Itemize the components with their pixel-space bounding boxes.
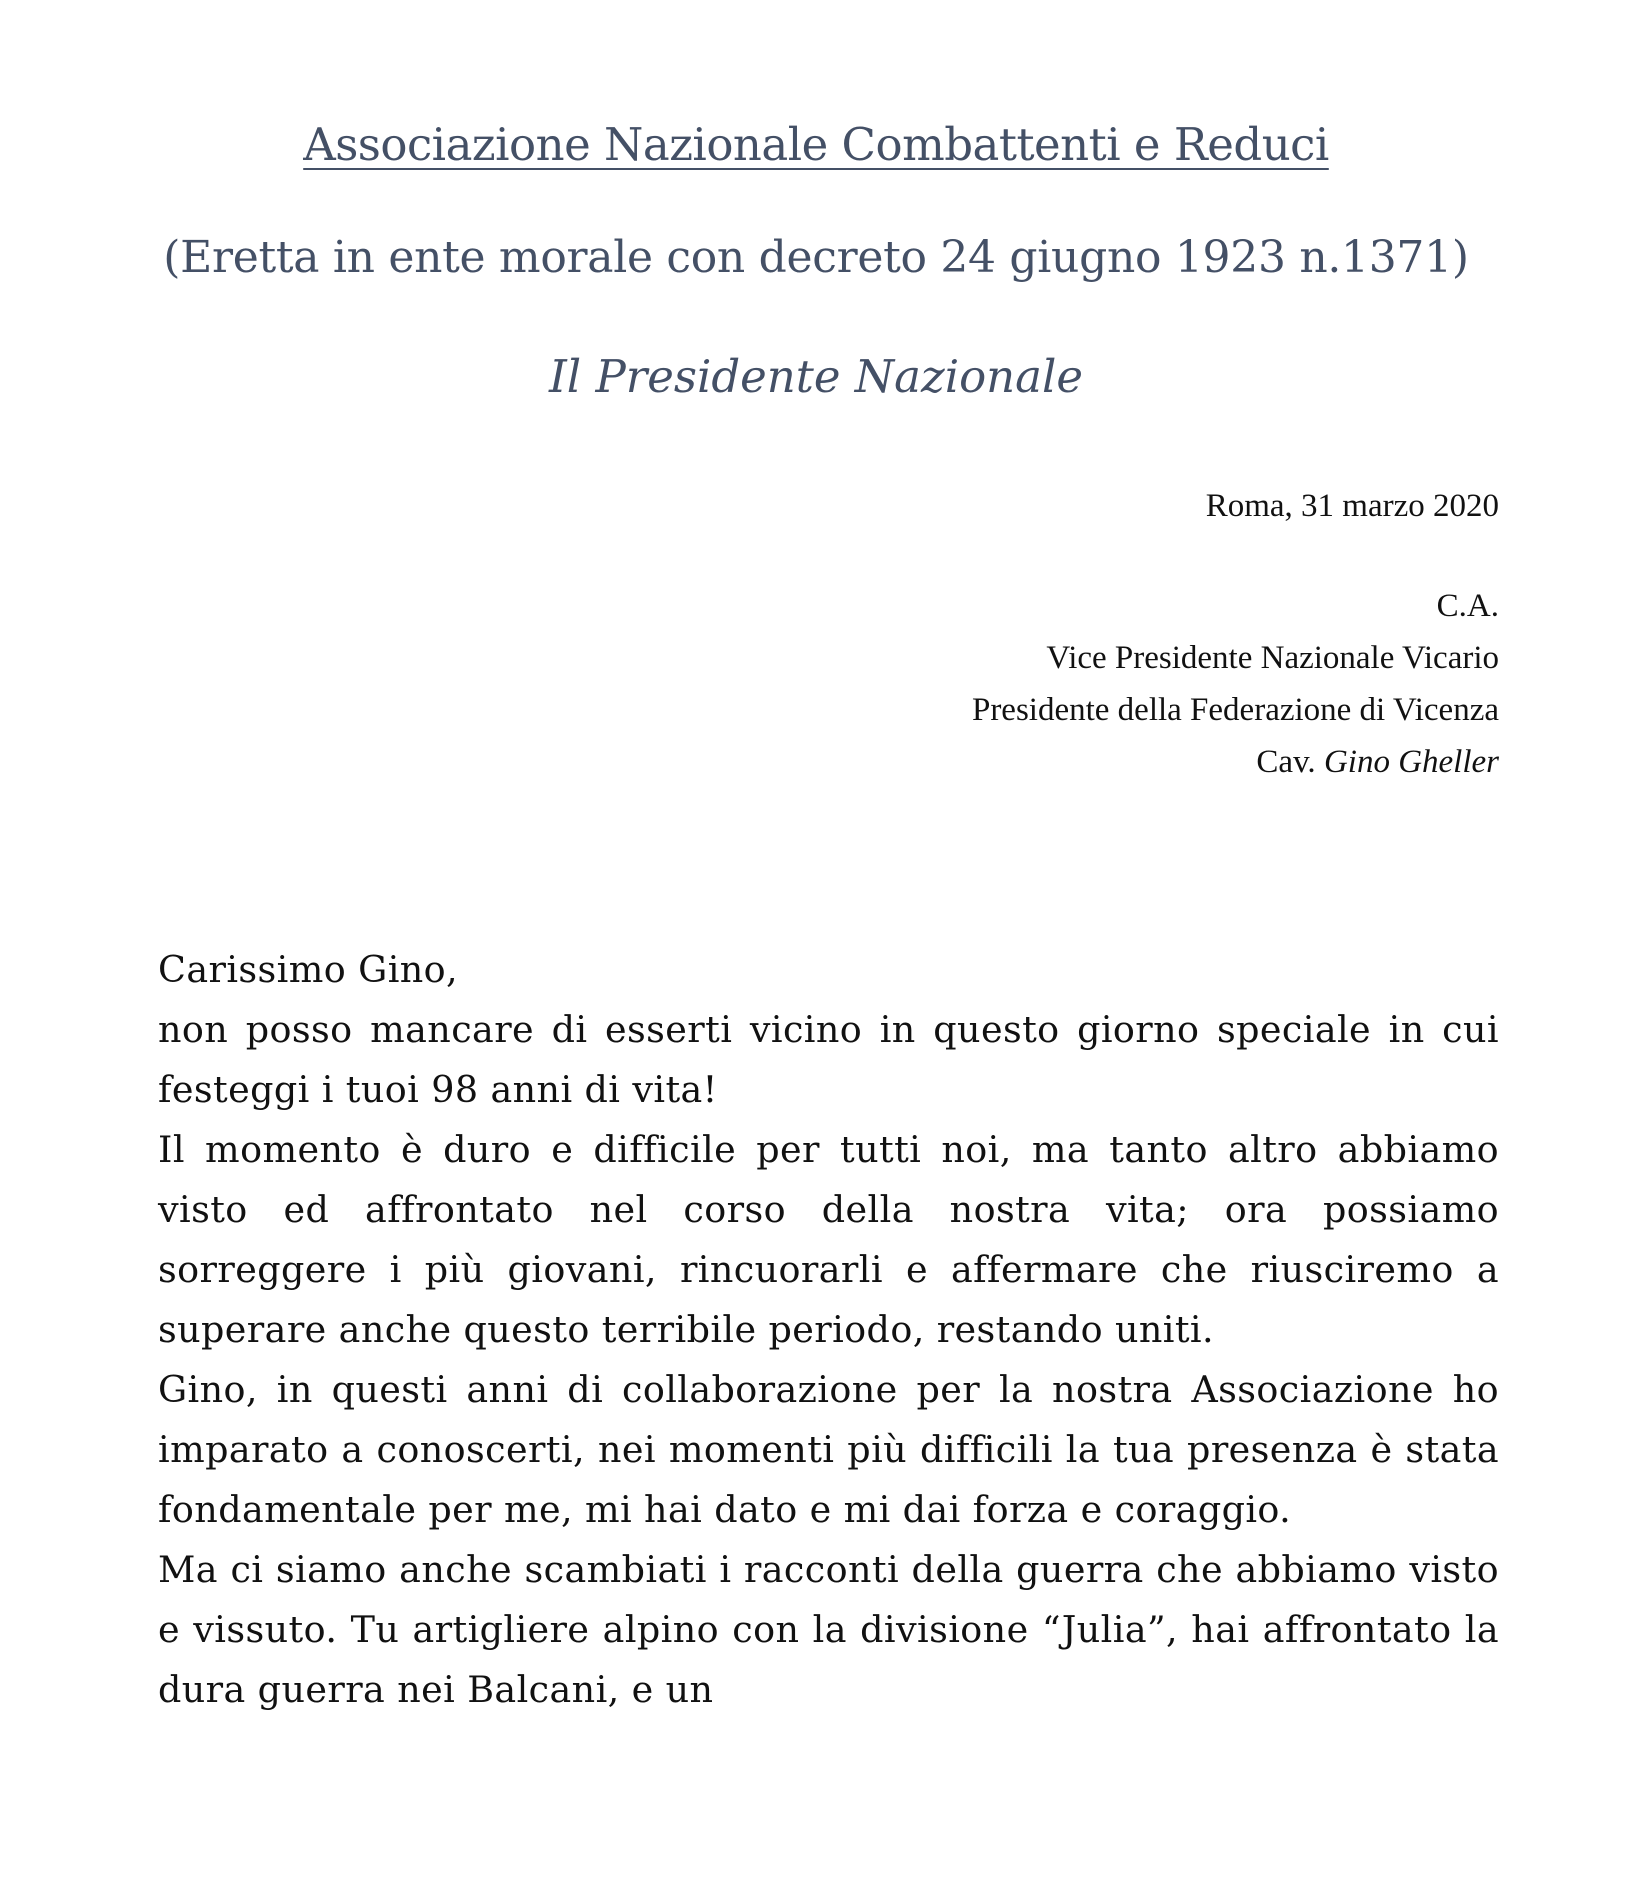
paragraph-war-stories: Ma ci siamo anche scambiati i racconti della guerra che abbiamo visto e vissuto. Tu artigliere alpino con la divisione “Julia”, hai affrontato la dura guerra nei Balcani, e un <box>158 1548 1499 1711</box>
recipient-name: Gino Gheller <box>1323 744 1499 780</box>
recipient-block <box>972 580 1499 788</box>
recipient-name-line <box>972 736 1499 788</box>
decree-line: (Eretta in ente morale con decreto 24 giugno 1923 n.1371) <box>163 232 1469 283</box>
letter-body <box>158 940 1499 1720</box>
salutation: Carissimo Gino, <box>158 948 459 991</box>
paragraph-birthday: non posso mancare di esserti vicino in questo giorno speciale in cui festeggi i tuoi 98 anni di vita! <box>158 1008 1499 1111</box>
paragraph-hard-times: Il momento è duro e difficile per tutti noi, ma tanto altro abbiamo visto ed affrontato nel corso della nostra vita; ora possiamo sorreggere i più giovani, rincuorarli e affermare che riusciremo a superare anche questo terribile periodo, restando uniti. <box>158 1128 1499 1351</box>
date-line: Roma, 31 marzo 2020 <box>1205 488 1499 524</box>
organization-name: Associazione Nazionale Combattenti e Reduci <box>303 118 1329 171</box>
recipient-role-vicario: Vice Presidente Nazionale Vicario <box>1046 640 1499 676</box>
recipient-honorific: Cav. <box>1256 744 1316 780</box>
office-title: Il Presidente Nazionale <box>548 350 1084 403</box>
paragraph-collaboration: Gino, in questi anni di collaborazione per la nostra Associazione ho imparato a conoscerti, nei momenti più difficili la tua presenza è stata fondamentale per me, mi hai dato e mi dai forza e coraggio. <box>158 1368 1499 1531</box>
recipient-attention: C.A. <box>1436 588 1499 624</box>
recipient-role-federazione: Presidente della Federazione di Vicenza <box>971 692 1499 728</box>
